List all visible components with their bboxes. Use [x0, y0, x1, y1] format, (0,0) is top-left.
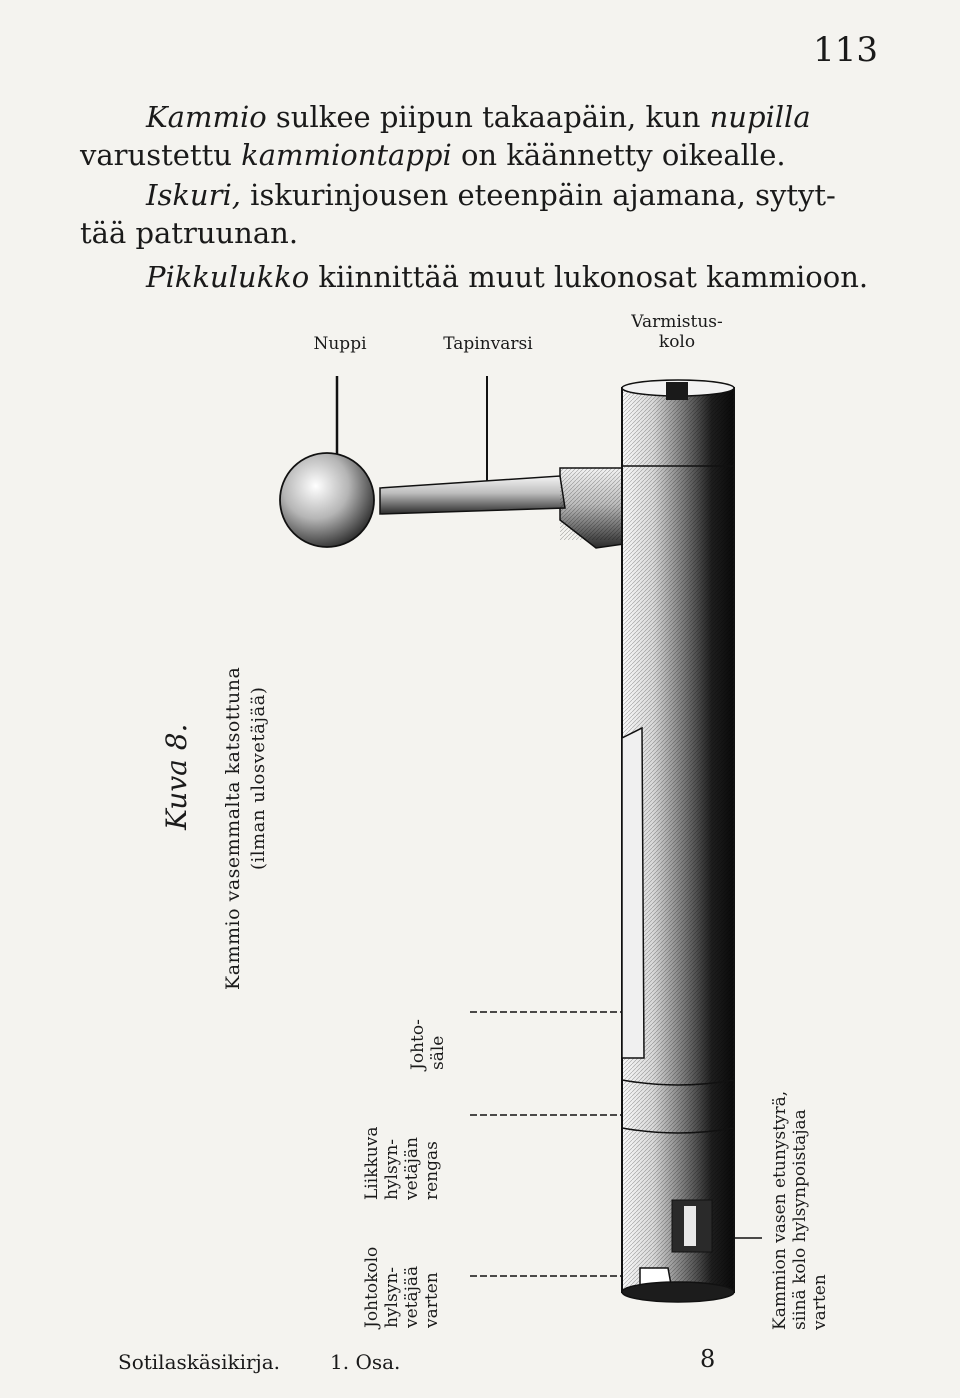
text: iskurinjousen eteenpäin ajamana, sytyt-: [240, 178, 836, 212]
label-line: varten: [422, 1272, 442, 1328]
figure-subtitle: (ilman ulosvetäjää): [248, 686, 269, 870]
label-line: varten: [810, 1274, 830, 1330]
safety-notch: [666, 382, 688, 400]
text: tää patruunan.: [80, 216, 299, 250]
label-nuppi: Nuppi: [313, 334, 367, 354]
label-johtosale: [408, 1019, 448, 1070]
label-tapinvarsi: Tapinvarsi: [443, 334, 533, 354]
footer-part: 1. Osa.: [330, 1350, 401, 1374]
footer-sheet: 8: [700, 1345, 716, 1373]
bolt-knob: [280, 453, 374, 547]
bolt-body: [622, 380, 734, 1302]
label-line: Kammion vasen etunystyrä,: [770, 1090, 790, 1330]
term-kammio: Kammio: [146, 100, 267, 134]
label-line: Liikkuva: [362, 1126, 382, 1200]
label-line: siinä kolo hylsynpoistajaa: [790, 1109, 810, 1330]
label-line: Johto-: [408, 1019, 428, 1070]
label-line: vetäjää: [402, 1265, 422, 1328]
term-pikkulukko: Pikkulukko: [146, 260, 310, 294]
term-kammiontappi: kammiontappi: [241, 138, 452, 172]
bolt-handle: [280, 453, 652, 548]
label-line: säle: [428, 1035, 448, 1070]
text: kiinnittää muut lukonosat kammioon.: [309, 260, 869, 294]
text: varustettu: [80, 138, 242, 172]
term-iskuri: Iskuri,: [146, 178, 241, 212]
figure-caption: Kuva 8.: [160, 723, 193, 830]
guide-rib: [622, 728, 644, 1058]
label-line: kolo: [658, 332, 696, 352]
label-line: hylsyn-: [382, 1266, 402, 1328]
text: sulkee piipun takaapäin, kun: [266, 100, 710, 134]
handle-stem: [380, 476, 565, 514]
label-line: Johtokolo: [362, 1246, 382, 1328]
label-line: hylsyn-: [382, 1138, 402, 1200]
text: on käännetty oikealle.: [451, 138, 786, 172]
label-rengas: [362, 1127, 442, 1200]
page-number: 113: [813, 30, 878, 70]
term-nupilla: nupilla: [709, 100, 811, 134]
figure-title: Kammio vasemmalta katsottuna: [222, 666, 244, 990]
footer-book: Sotilaskäsikirja.: [118, 1350, 281, 1374]
label-etunystyra: [770, 1091, 830, 1330]
label-line: vetäjän: [402, 1137, 422, 1200]
label-johtokolo: [362, 1247, 442, 1328]
label-line: Varmistus-: [631, 312, 723, 332]
label-line: rengas: [422, 1141, 442, 1200]
